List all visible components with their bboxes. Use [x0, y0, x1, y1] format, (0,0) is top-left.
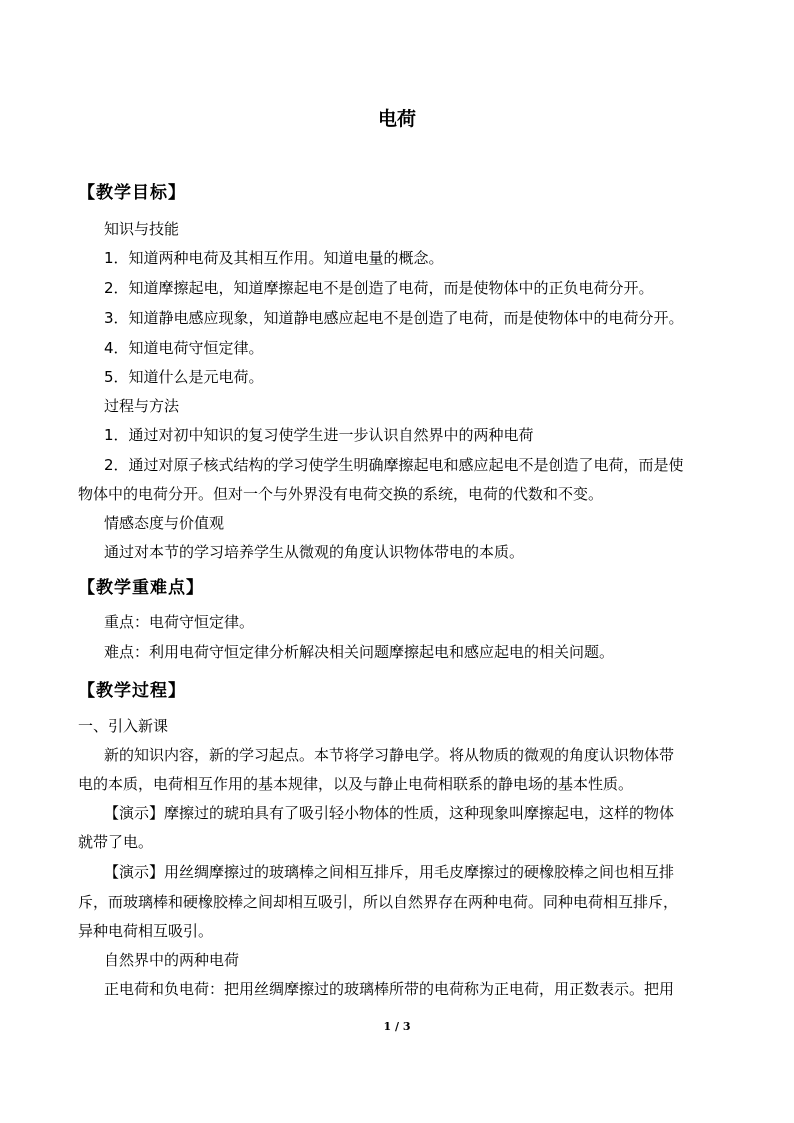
- paragraph-line: 正电荷和负电荷：把用丝绸摩擦过的玻璃棒所带的电荷称为正电荷，用正数表示。把用: [104, 980, 675, 998]
- goals-item: 3．知道静电感应现象，知道静电感应起电不是创造了电荷，而是使物体中的电荷分开。: [104, 309, 684, 327]
- goals-item: 物体中的电荷分开。但对一个与外界没有电荷交换的系统，电荷的代数和不变。: [78, 485, 604, 503]
- section-intro: 一、引入新课: [78, 717, 169, 735]
- goals-sub-knowledge: 知识与技能: [104, 220, 180, 238]
- heading-goals: 【教学目标】: [78, 183, 186, 203]
- goals-item: 1．知道两种电荷及其相互作用。知道电量的概念。: [104, 249, 444, 267]
- paragraph-line: 电的本质，电荷相互作用的基本规律，以及与静止电荷相联系的静电场的基本性质。: [78, 775, 634, 793]
- page-number: 1 / 3: [383, 1020, 411, 1033]
- goals-item: 4．知道电荷守恒定律。: [104, 339, 264, 357]
- subheading-two-charges: 自然界中的两种电荷: [104, 951, 240, 969]
- heading-process: 【教学过程】: [78, 681, 186, 701]
- demo-tag: 【演示】: [104, 804, 165, 822]
- page-title: 电荷: [377, 108, 416, 130]
- goals-sub-process: 过程与方法: [104, 397, 180, 415]
- goals-item: 2．知道摩擦起电，知道摩擦起电不是创造了电荷，而是使物体中的正负电荷分开。: [104, 279, 654, 297]
- goals-sub-attitude: 情感态度与价值观: [104, 514, 225, 532]
- paragraph-line: 新的知识内容，新的学习起点。本节将学习静电学。将从物质的微观的角度认识物体带: [104, 746, 675, 764]
- paragraph-line: 斥，而玻璃棒和硬橡胶棒之间却相互吸引，所以自然界存在两种电荷。同种电荷相互排斥，: [78, 893, 679, 911]
- key-point: 重点：电荷守恒定律。: [104, 613, 255, 631]
- goals-item: 1．通过对初中知识的复习使学生进一步认识自然界中的两种电荷: [104, 426, 534, 444]
- demo-paragraph-line: [104, 862, 756, 882]
- paragraph-line: 就带了电。: [78, 833, 154, 851]
- demo-text: 用丝绸摩擦过的玻璃棒之间相互排斥，用毛皮摩擦过的硬橡胶棒之间也相互排: [164, 863, 675, 881]
- demo-text: 摩擦过的琥珀具有了吸引轻小物体的性质，这种现象叫摩擦起电，这样的物体: [164, 804, 675, 822]
- paragraph-line: 异种电荷相互吸引。: [78, 922, 214, 940]
- goals-item: 5．知道什么是元电荷。: [104, 368, 264, 386]
- goals-item: 2．通过对原子核式结构的学习使学生明确摩擦起电和感应起电不是创造了电荷，而是使: [104, 456, 684, 474]
- goals-item: 通过对本节的学习培养学生从微观的角度认识物体带电的本质。: [104, 543, 525, 561]
- demo-tag: 【演示】: [104, 863, 165, 881]
- demo-paragraph-line: [104, 803, 756, 823]
- heading-difficulties: 【教学重难点】: [78, 578, 204, 598]
- hard-point: 难点：利用电荷守恒定律分析解决相关问题摩擦起电和感应起电的相关问题。: [104, 643, 615, 661]
